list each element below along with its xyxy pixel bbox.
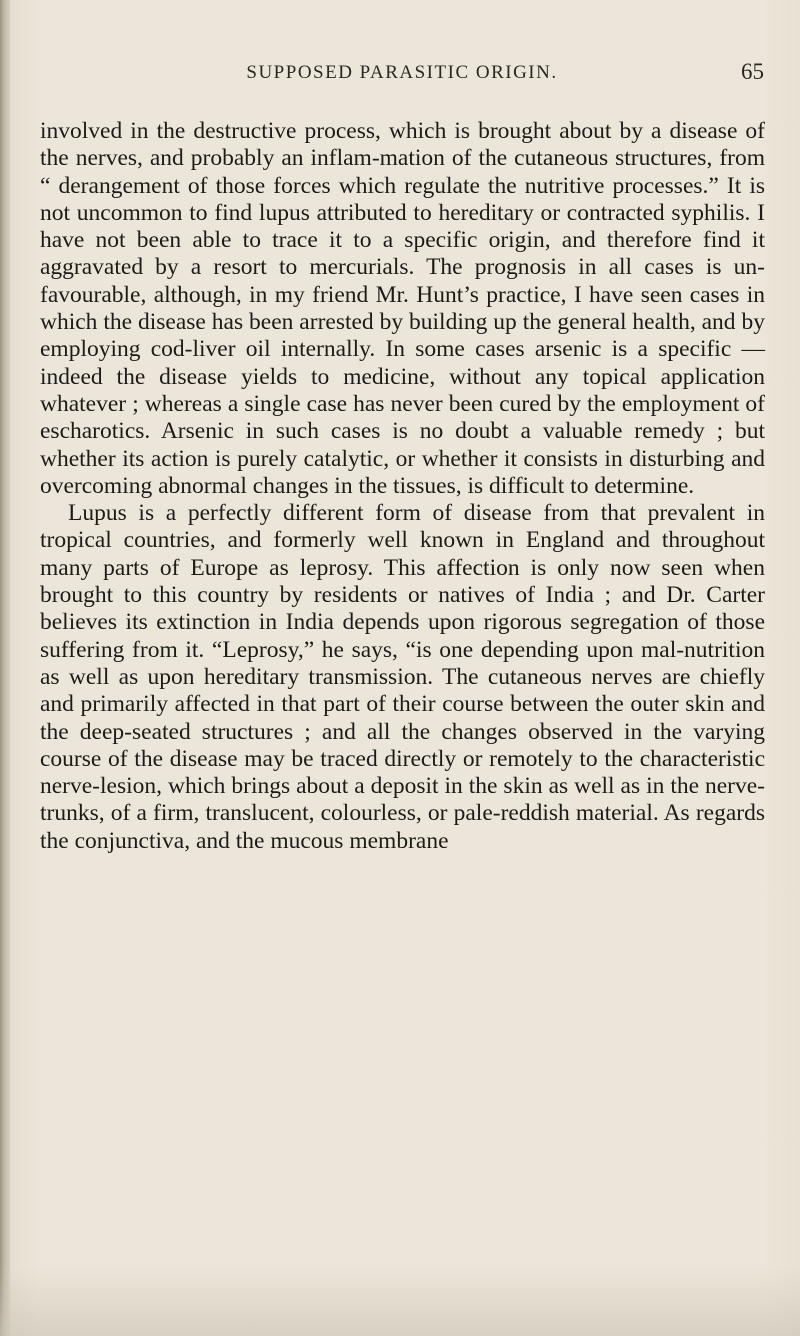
page-binding-edge <box>0 0 10 1336</box>
page-bottom-shadow <box>0 1266 800 1336</box>
paragraph: Lupus is a perfectly different form of disease from that prevalent in tropical countries, and formerly well known in England and throughout many parts of Europe as leprosy. This affection is only now seen when brought to this country by residents or natives of India ; and Dr. Carter believes its extinction in India depends upon rigorous segregation of those suffering from it. “Leprosy,” he says, “is one depending upon mal-nutrition as well as upon hereditary transmission. The cutaneous nerves are chiefly and primarily affected in that part of their course between the outer skin and the deep-seated structures ; and all the changes observed in the varying course of the disease may be traced directly or remotely to the characteristic nerve-lesion, which brings about a deposit in the skin as well as in the nerve-trunks, of a firm, translucent, colourless, or pale-reddish material. As regards the conjunctiva, and the mucous membrane <box>40 500 765 854</box>
body-text <box>40 118 765 855</box>
page-header <box>40 59 764 92</box>
paragraph: involved in the destructive process, which is brought about by a disease of the nerves, and probably an inflam-mation of the cutaneous structures, from “ derangement of those forces which regulate the nutritive processes.” It is not uncommon to find lupus attributed to hereditary or contracted syphilis. I have not been able to trace it to a specific origin, and therefore find it aggravated by a resort to mercurials. The prognosis in all cases is un-favourable, although, in my friend Mr. Hunt’s practice, I have seen cases in which the disease has been arrested by building up the general health, and by employing cod-liver oil internally. In some cases arsenic is a specific —indeed the disease yields to medicine, without any topical application whatever ; whereas a single case has never been cured by the employment of escharotics. Arsenic in such cases is no doubt a valuable remedy ; but whether its action is purely catalytic, or whether it consists in disturbing and overcoming abnormal changes in the tissues, is difficult to determine. <box>40 118 765 499</box>
page-number: 65 <box>741 59 764 84</box>
running-title: SUPPOSED PARASITIC ORIGIN. <box>246 62 558 83</box>
